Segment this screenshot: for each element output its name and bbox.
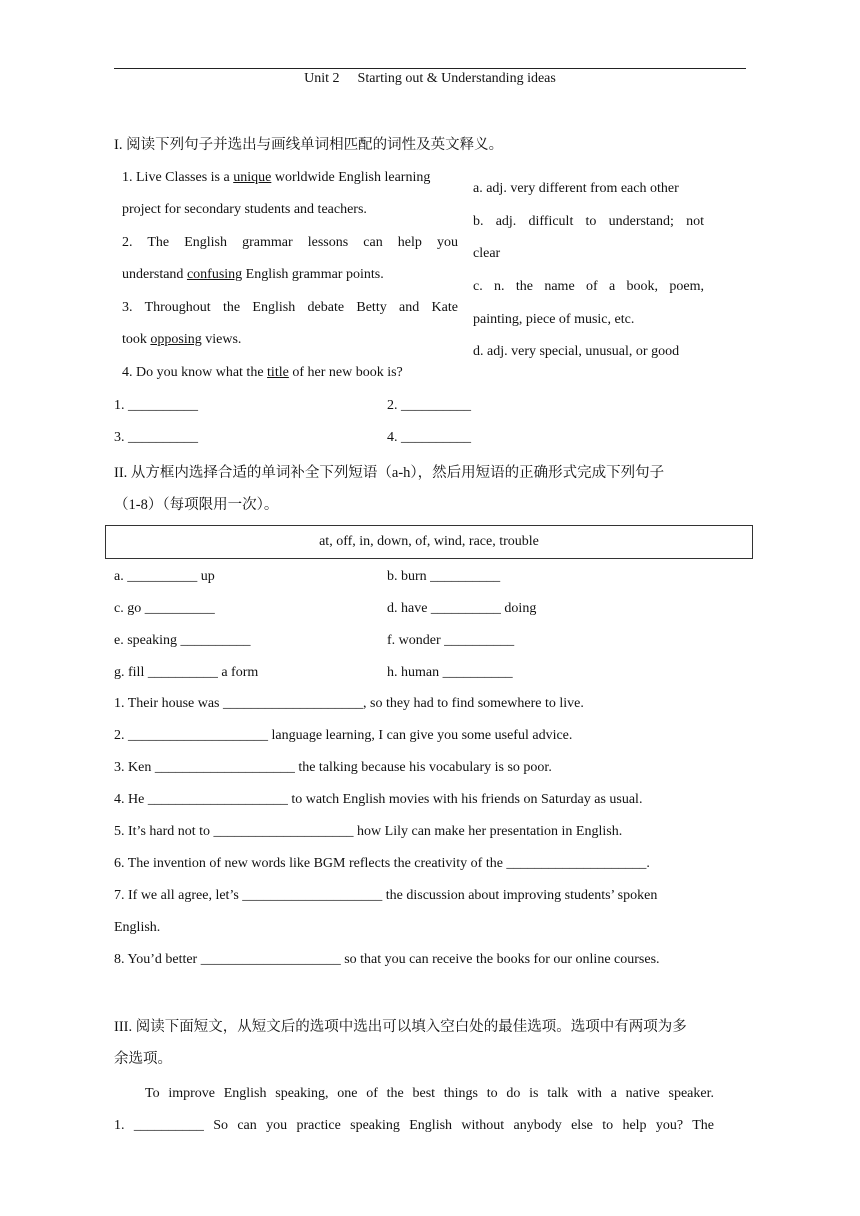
completion-sentence-3[interactable]: 3. Ken ____________________ the talking because his vocabulary is so poor. [114,760,552,775]
definition-c-line2: painting, piece of music, etc. [473,312,635,327]
section3-heading-line2: 余选项。 [114,1051,172,1067]
sentence-1-line1: 1. Live Classes is a unique worldwide English learning [122,170,431,185]
page-title: Starting out & Understanding ideas [357,71,556,86]
sentence-2-line1: 2. The English grammar lessons can help you [122,235,458,250]
completion-sentence-8[interactable]: 8. You’d better ____________________ so that you can receive the books for our online courses. [114,952,660,967]
definition-d: d. adj. very special, unusual, or good [473,344,680,359]
word-box: at, off, in, down, of, wind, race, trouble [105,525,753,559]
answer-blank-2[interactable]: 2. __________ [387,398,471,413]
section1-heading: I. 阅读下列句子并选出与画线单词相匹配的词性及英文释义。 [114,137,504,153]
completion-sentence-7-cont: English. [114,920,161,935]
completion-sentence-7[interactable]: 7. If we all agree, let’s ____________________ the discussion about improving students’ spoken [114,888,658,903]
answer-blank-3[interactable]: 3. __________ [114,430,198,445]
sentence-1-line2: project for secondary students and teachers. [122,202,367,217]
unit-label: Unit 2 [304,71,340,86]
completion-sentence-5[interactable]: 5. It’s hard not to ____________________ how Lily can make her presentation in English. [114,824,623,839]
phrase-h[interactable]: h. human __________ [387,665,513,680]
page-header [0,71,860,87]
sentence-3-line1: 3. Throughout the English debate Betty and Kate [122,300,458,315]
answer-blank-4[interactable]: 4. __________ [387,430,471,445]
underlined-word-opposing: opposing [150,332,202,347]
sentence-3-line2: took opposing views. [122,332,242,347]
definition-c-line1: c. n. the name of a book, poem, [473,279,704,294]
completion-sentence-2[interactable]: 2. ____________________ language learning, I can give you some useful advice. [114,728,573,743]
phrase-a[interactable]: a. __________ up [114,569,215,584]
underlined-word-unique: unique [233,170,272,185]
section2-heading-line1: II. 从方框内选择合适的单词补全下列短语（a-h），然后用短语的正确形式完成下列句子 [114,465,665,481]
passage-line1: To improve English speaking, one of the best things to do is talk with a native speaker. [145,1086,714,1101]
section2-heading-line2: （1-8）（每项限用一次）。 [114,497,279,513]
definition-b-line2: clear [473,246,501,261]
completion-sentence-6[interactable]: 6. The invention of new words like BGM reflects the creativity of the ____________________. [114,856,650,871]
phrase-b[interactable]: b. burn __________ [387,569,501,584]
phrase-e[interactable]: e. speaking __________ [114,633,251,648]
sentence-4-line1: 4. Do you know what the title of her new book is? [122,365,403,380]
passage-line2[interactable]: 1. __________ So can you practice speaking English without anybody else to help you? The [114,1118,714,1133]
section3-heading-line1: III. 阅读下面短文，从短文后的选项中选出可以填入空白处的最佳选项。选项中有两项为多 [114,1019,687,1035]
header-rule [114,68,746,69]
answer-blank-1[interactable]: 1. __________ [114,398,198,413]
definition-b-line1: b. adj. difficult to understand; not [473,214,704,229]
phrase-d[interactable]: d. have __________ doing [387,601,537,616]
phrase-g[interactable]: g. fill __________ a form [114,665,259,680]
definition-a: a. adj. very different from each other [473,181,679,196]
phrase-c[interactable]: c. go __________ [114,601,215,616]
sentence-2-line2: understand confusing English grammar points. [122,267,384,282]
underlined-word-title: title [267,365,289,380]
completion-sentence-4[interactable]: 4. He ____________________ to watch English movies with his friends on Saturday as usual. [114,792,643,807]
completion-sentence-1[interactable]: 1. Their house was ____________________, so they had to find somewhere to live. [114,696,584,711]
phrase-f[interactable]: f. wonder __________ [387,633,515,648]
underlined-word-confusing: confusing [186,267,243,282]
